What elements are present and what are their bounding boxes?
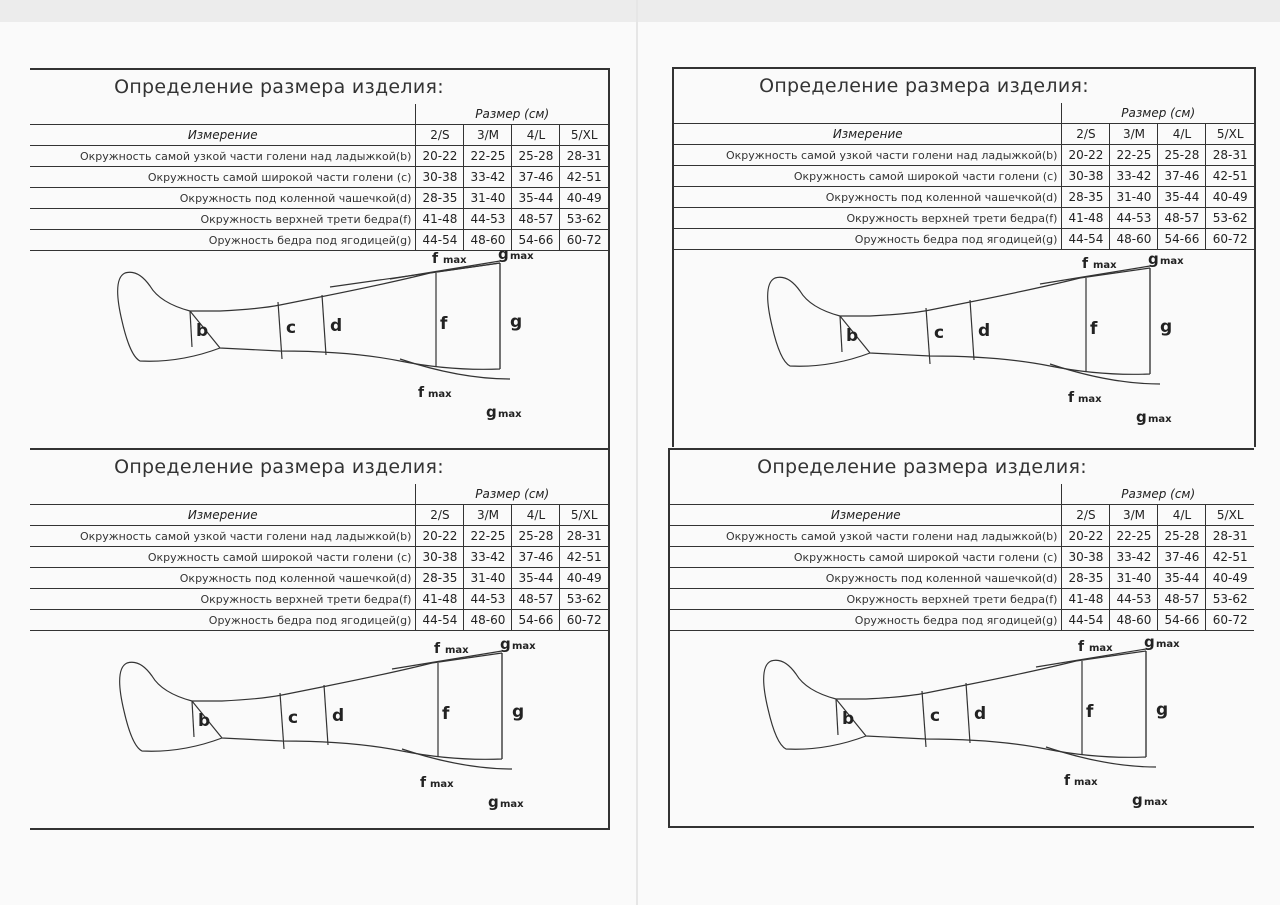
label-g-max-low: g — [1132, 791, 1143, 809]
leg-diagram-svg — [670, 631, 1252, 831]
measure-label: Окружность самой узкой части голени над ладыжкой(b) — [670, 526, 1062, 547]
table-cell: 48-60 — [1110, 610, 1158, 631]
leg-diagram-svg — [30, 251, 606, 451]
size-col: 5/XL — [560, 125, 608, 146]
table-header-row — [30, 505, 608, 526]
table-row — [30, 209, 608, 230]
leg-diagram — [674, 250, 1254, 450]
size-card-bottom-left — [30, 448, 610, 830]
label-f-max-low-sub: max — [1074, 777, 1098, 788]
label-g-max: g — [1144, 633, 1155, 651]
label-f-max-sub: max — [445, 645, 469, 656]
table-cell: 20-22 — [1062, 145, 1110, 166]
table-cell: 28-31 — [1206, 526, 1254, 547]
table-header-row — [674, 124, 1254, 145]
table-cell: 53-62 — [1206, 208, 1254, 229]
size-header: Размер (см) — [416, 484, 608, 505]
table-cell: 30-38 — [416, 167, 464, 188]
label-f-max: f — [434, 641, 441, 657]
measure-line-b — [190, 311, 192, 347]
label-b: b — [198, 711, 211, 731]
label-c: c — [934, 323, 945, 343]
table-row — [30, 167, 608, 188]
size-header: Размер (см) — [1062, 484, 1254, 505]
table-row — [674, 229, 1254, 250]
measure-label: Окружность самой узкой части голени над ладыжкой(b) — [30, 146, 416, 167]
label-f-max-sub: max — [1093, 260, 1117, 271]
size-col: 3/M — [464, 125, 512, 146]
table-row — [674, 208, 1254, 229]
table-cell: 22-25 — [1110, 145, 1158, 166]
label-g-max: g — [498, 251, 509, 263]
label-f-max-low: f — [418, 385, 425, 401]
label-g-max-low: g — [488, 793, 499, 811]
table-cell: 53-62 — [560, 589, 608, 610]
table-cell: 42-51 — [1206, 547, 1254, 568]
table-cell: 48-57 — [512, 209, 560, 230]
table-cell: 40-49 — [1206, 187, 1254, 208]
table-cell: 33-42 — [464, 167, 512, 188]
table-cell: 60-72 — [1206, 229, 1254, 250]
table-cell: 20-22 — [416, 526, 464, 547]
measure-header: Измерение — [674, 124, 1062, 145]
label-d: d — [330, 316, 343, 336]
table-cell: 30-38 — [1062, 166, 1110, 187]
table-cell: 28-35 — [416, 188, 464, 209]
label-f-max: f — [1082, 256, 1089, 272]
table-cell: 40-49 — [1206, 568, 1254, 589]
empty-cell — [30, 104, 416, 125]
table-cell: 35-44 — [512, 188, 560, 209]
label-d: d — [974, 704, 987, 724]
table-row — [674, 187, 1254, 208]
label-b: b — [846, 326, 859, 346]
table-cell: 44-53 — [464, 209, 512, 230]
table-cell: 33-42 — [1110, 547, 1158, 568]
size-card-bottom-right — [668, 448, 1254, 828]
table-cell: 54-66 — [512, 230, 560, 251]
label-g-max-low: g — [486, 403, 497, 421]
table-cell: 48-57 — [1158, 589, 1206, 610]
label-f-max: f — [1078, 639, 1085, 655]
measure-label: Окружность верхней трети бедра(f) — [674, 208, 1062, 229]
table-row — [30, 610, 608, 631]
size-card-top-left — [30, 68, 610, 448]
table-row — [670, 526, 1254, 547]
table-cell: 28-35 — [1062, 568, 1110, 589]
size-col: 3/M — [1110, 124, 1158, 145]
table-cell: 28-35 — [1062, 187, 1110, 208]
size-col: 2/S — [416, 505, 464, 526]
table-cell: 42-51 — [560, 547, 608, 568]
table-row — [670, 547, 1254, 568]
table-cell: 44-54 — [1062, 229, 1110, 250]
table-cell: 60-72 — [560, 230, 608, 251]
table-header-row-size — [674, 103, 1254, 124]
size-col: 5/XL — [1206, 124, 1254, 145]
leg-diagram — [670, 631, 1254, 831]
label-g-max-low-sub: max — [498, 409, 522, 420]
measure-label: Окружность под коленной чашечкой(d) — [674, 187, 1062, 208]
measure-label: Окружность под коленной чашечкой(d) — [30, 568, 416, 589]
table-cell: 48-60 — [464, 230, 512, 251]
size-col: 5/XL — [1206, 505, 1254, 526]
measure-header: Измерение — [30, 125, 416, 146]
label-c: c — [930, 706, 941, 726]
table-row — [674, 145, 1254, 166]
label-f-max-low: f — [1064, 773, 1071, 789]
size-col: 4/L — [512, 125, 560, 146]
table-row — [670, 568, 1254, 589]
table-header-row-size — [670, 484, 1254, 505]
label-d: d — [978, 321, 991, 341]
card-title: Определение размера изделия: — [114, 456, 444, 478]
table-cell: 22-25 — [464, 146, 512, 167]
table-row — [30, 188, 608, 209]
table-cell: 37-46 — [512, 167, 560, 188]
table-cell: 42-51 — [560, 167, 608, 188]
label-g-max: g — [1148, 250, 1159, 268]
table-cell: 48-60 — [1110, 229, 1158, 250]
table-cell: 31-40 — [1110, 568, 1158, 589]
table-cell: 20-22 — [1062, 526, 1110, 547]
label-f-max-low-sub: max — [428, 389, 452, 400]
table-cell: 44-54 — [416, 610, 464, 631]
table-header-row — [30, 125, 608, 146]
label-g: g — [1156, 700, 1169, 720]
table-cell: 44-54 — [416, 230, 464, 251]
measure-label: Окружность самой узкой части голени над ладыжкой(b) — [30, 526, 416, 547]
table-cell: 48-57 — [1158, 208, 1206, 229]
card-title: Определение размера изделия: — [114, 76, 444, 98]
table-cell: 22-25 — [464, 526, 512, 547]
table-cell: 53-62 — [560, 209, 608, 230]
size-header: Размер (см) — [1062, 103, 1254, 124]
size-header: Размер (см) — [416, 104, 608, 125]
label-c: c — [286, 318, 297, 338]
table-cell: 25-28 — [1158, 526, 1206, 547]
measure-line-d — [966, 683, 970, 743]
table-cell: 20-22 — [416, 146, 464, 167]
table-cell: 33-42 — [464, 547, 512, 568]
table-cell: 28-31 — [560, 146, 608, 167]
size-col: 2/S — [416, 125, 464, 146]
table-cell: 60-72 — [560, 610, 608, 631]
size-col: 3/M — [1110, 505, 1158, 526]
label-g-max: g — [500, 635, 511, 653]
card-title: Определение размера изделия: — [757, 456, 1087, 478]
measure-header: Измерение — [30, 505, 416, 526]
table-row — [30, 547, 608, 568]
size-table — [30, 484, 608, 631]
size-col: 2/S — [1062, 505, 1110, 526]
label-f-max-sub: max — [443, 255, 467, 266]
table-cell: 40-49 — [560, 568, 608, 589]
size-col: 3/M — [464, 505, 512, 526]
size-col: 4/L — [1158, 124, 1206, 145]
label-g-max-sub: max — [1160, 256, 1184, 267]
page-fold — [636, 0, 638, 905]
measure-line-d — [970, 300, 974, 360]
label-g-max-sub: max — [512, 641, 536, 652]
label-g-max-sub: max — [510, 251, 534, 262]
measure-label: Окружность под коленной чашечкой(d) — [30, 188, 416, 209]
measure-label: Окружность верхней трети бедра(f) — [670, 589, 1062, 610]
size-col: 4/L — [512, 505, 560, 526]
label-b: b — [842, 709, 855, 729]
measure-label: Окружность самой узкой части голени над ладыжкой(b) — [674, 145, 1062, 166]
measure-label: Окружность самой широкой части голени (c) — [30, 167, 416, 188]
measure-label: Окружность самой широкой части голени (c) — [670, 547, 1062, 568]
label-g-max-low-sub: max — [1148, 414, 1172, 425]
table-cell: 41-48 — [416, 209, 464, 230]
measure-header: Измерение — [670, 505, 1062, 526]
measure-label: Окружность верхней трети бедра(f) — [30, 589, 416, 610]
label-f-max-low: f — [420, 775, 427, 791]
measure-label: Окружность верхней трети бедра(f) — [30, 209, 416, 230]
table-row — [30, 589, 608, 610]
measure-line-d — [324, 685, 328, 745]
table-cell: 48-60 — [464, 610, 512, 631]
label-f-max: f — [432, 251, 439, 267]
measure-label: Окружность под коленной чашечкой(d) — [670, 568, 1062, 589]
measure-label: Оружность бедра под ягодицей(g) — [30, 230, 416, 251]
table-cell: 31-40 — [464, 568, 512, 589]
table-cell: 28-31 — [560, 526, 608, 547]
table-cell: 31-40 — [464, 188, 512, 209]
label-f-max-low: f — [1068, 390, 1075, 406]
table-cell: 28-35 — [416, 568, 464, 589]
measure-label: Окружность самой широкой части голени (c) — [30, 547, 416, 568]
card-title: Определение размера изделия: — [759, 75, 1089, 97]
table-cell: 37-46 — [1158, 547, 1206, 568]
table-cell: 53-62 — [1206, 589, 1254, 610]
measure-label: Оружность бедра под ягодицей(g) — [674, 229, 1062, 250]
label-g-max-low: g — [1136, 408, 1147, 426]
table-row — [30, 146, 608, 167]
label-f-max-sub: max — [1089, 643, 1113, 654]
label-b: b — [196, 321, 209, 341]
table-cell: 42-51 — [1206, 166, 1254, 187]
table-row — [30, 526, 608, 547]
table-cell: 41-48 — [1062, 208, 1110, 229]
table-cell: 37-46 — [512, 547, 560, 568]
table-header-row — [670, 505, 1254, 526]
table-cell: 25-28 — [1158, 145, 1206, 166]
size-table — [670, 484, 1254, 631]
size-card-top-right — [672, 67, 1256, 447]
table-cell: 35-44 — [1158, 187, 1206, 208]
table-cell: 37-46 — [1158, 166, 1206, 187]
table-cell: 54-66 — [512, 610, 560, 631]
size-table — [674, 103, 1254, 250]
size-col: 4/L — [1158, 505, 1206, 526]
size-col: 5/XL — [560, 505, 608, 526]
table-cell: 28-31 — [1206, 145, 1254, 166]
measure-label: Оружность бедра под ягодицей(g) — [30, 610, 416, 631]
empty-cell — [670, 484, 1062, 505]
empty-cell — [30, 484, 416, 505]
label-f: f — [1086, 702, 1094, 722]
label-g: g — [1160, 317, 1173, 337]
measure-line-d — [322, 295, 326, 355]
table-cell: 40-49 — [560, 188, 608, 209]
label-g-max-low-sub: max — [500, 799, 524, 810]
label-f-max-low-sub: max — [1078, 394, 1102, 405]
label-g: g — [512, 702, 525, 722]
empty-cell — [674, 103, 1062, 124]
table-row — [30, 568, 608, 589]
label-f: f — [440, 314, 448, 334]
table-cell: 33-42 — [1110, 166, 1158, 187]
measure-line-b — [836, 699, 838, 735]
table-cell: 25-28 — [512, 526, 560, 547]
measure-line-b — [840, 316, 842, 352]
table-cell: 41-48 — [416, 589, 464, 610]
size-col: 2/S — [1062, 124, 1110, 145]
table-cell: 60-72 — [1206, 610, 1254, 631]
table-cell: 31-40 — [1110, 187, 1158, 208]
table-row — [670, 589, 1254, 610]
table-row — [670, 610, 1254, 631]
leg-diagram — [30, 631, 608, 831]
leg-diagram-svg — [674, 250, 1254, 450]
table-cell: 44-53 — [1110, 589, 1158, 610]
table-cell: 41-48 — [1062, 589, 1110, 610]
table-cell: 54-66 — [1158, 610, 1206, 631]
measure-label: Окружность самой широкой части голени (c) — [674, 166, 1062, 187]
table-header-row-size — [30, 104, 608, 125]
leg-diagram-svg — [30, 631, 606, 831]
label-c: c — [288, 708, 299, 728]
measure-line-b — [192, 701, 194, 737]
table-cell: 35-44 — [512, 568, 560, 589]
table-cell: 30-38 — [1062, 547, 1110, 568]
label-g-max-sub: max — [1156, 639, 1180, 650]
table-cell: 44-53 — [464, 589, 512, 610]
measure-label: Оружность бедра под ягодицей(g) — [670, 610, 1062, 631]
table-header-row-size — [30, 484, 608, 505]
table-cell: 54-66 — [1158, 229, 1206, 250]
table-cell: 25-28 — [512, 146, 560, 167]
table-row — [674, 166, 1254, 187]
label-g: g — [510, 312, 523, 332]
scan-edge — [0, 0, 1280, 22]
table-cell: 48-57 — [512, 589, 560, 610]
label-g-max-low-sub: max — [1144, 797, 1168, 808]
label-f-max-low-sub: max — [430, 779, 454, 790]
label-f: f — [442, 704, 450, 724]
label-d: d — [332, 706, 345, 726]
table-cell: 44-54 — [1062, 610, 1110, 631]
table-row — [30, 230, 608, 251]
table-cell: 22-25 — [1110, 526, 1158, 547]
table-cell: 30-38 — [416, 547, 464, 568]
leg-diagram — [30, 251, 608, 451]
table-cell: 35-44 — [1158, 568, 1206, 589]
table-cell: 44-53 — [1110, 208, 1158, 229]
label-f: f — [1090, 319, 1098, 339]
size-table — [30, 104, 608, 251]
